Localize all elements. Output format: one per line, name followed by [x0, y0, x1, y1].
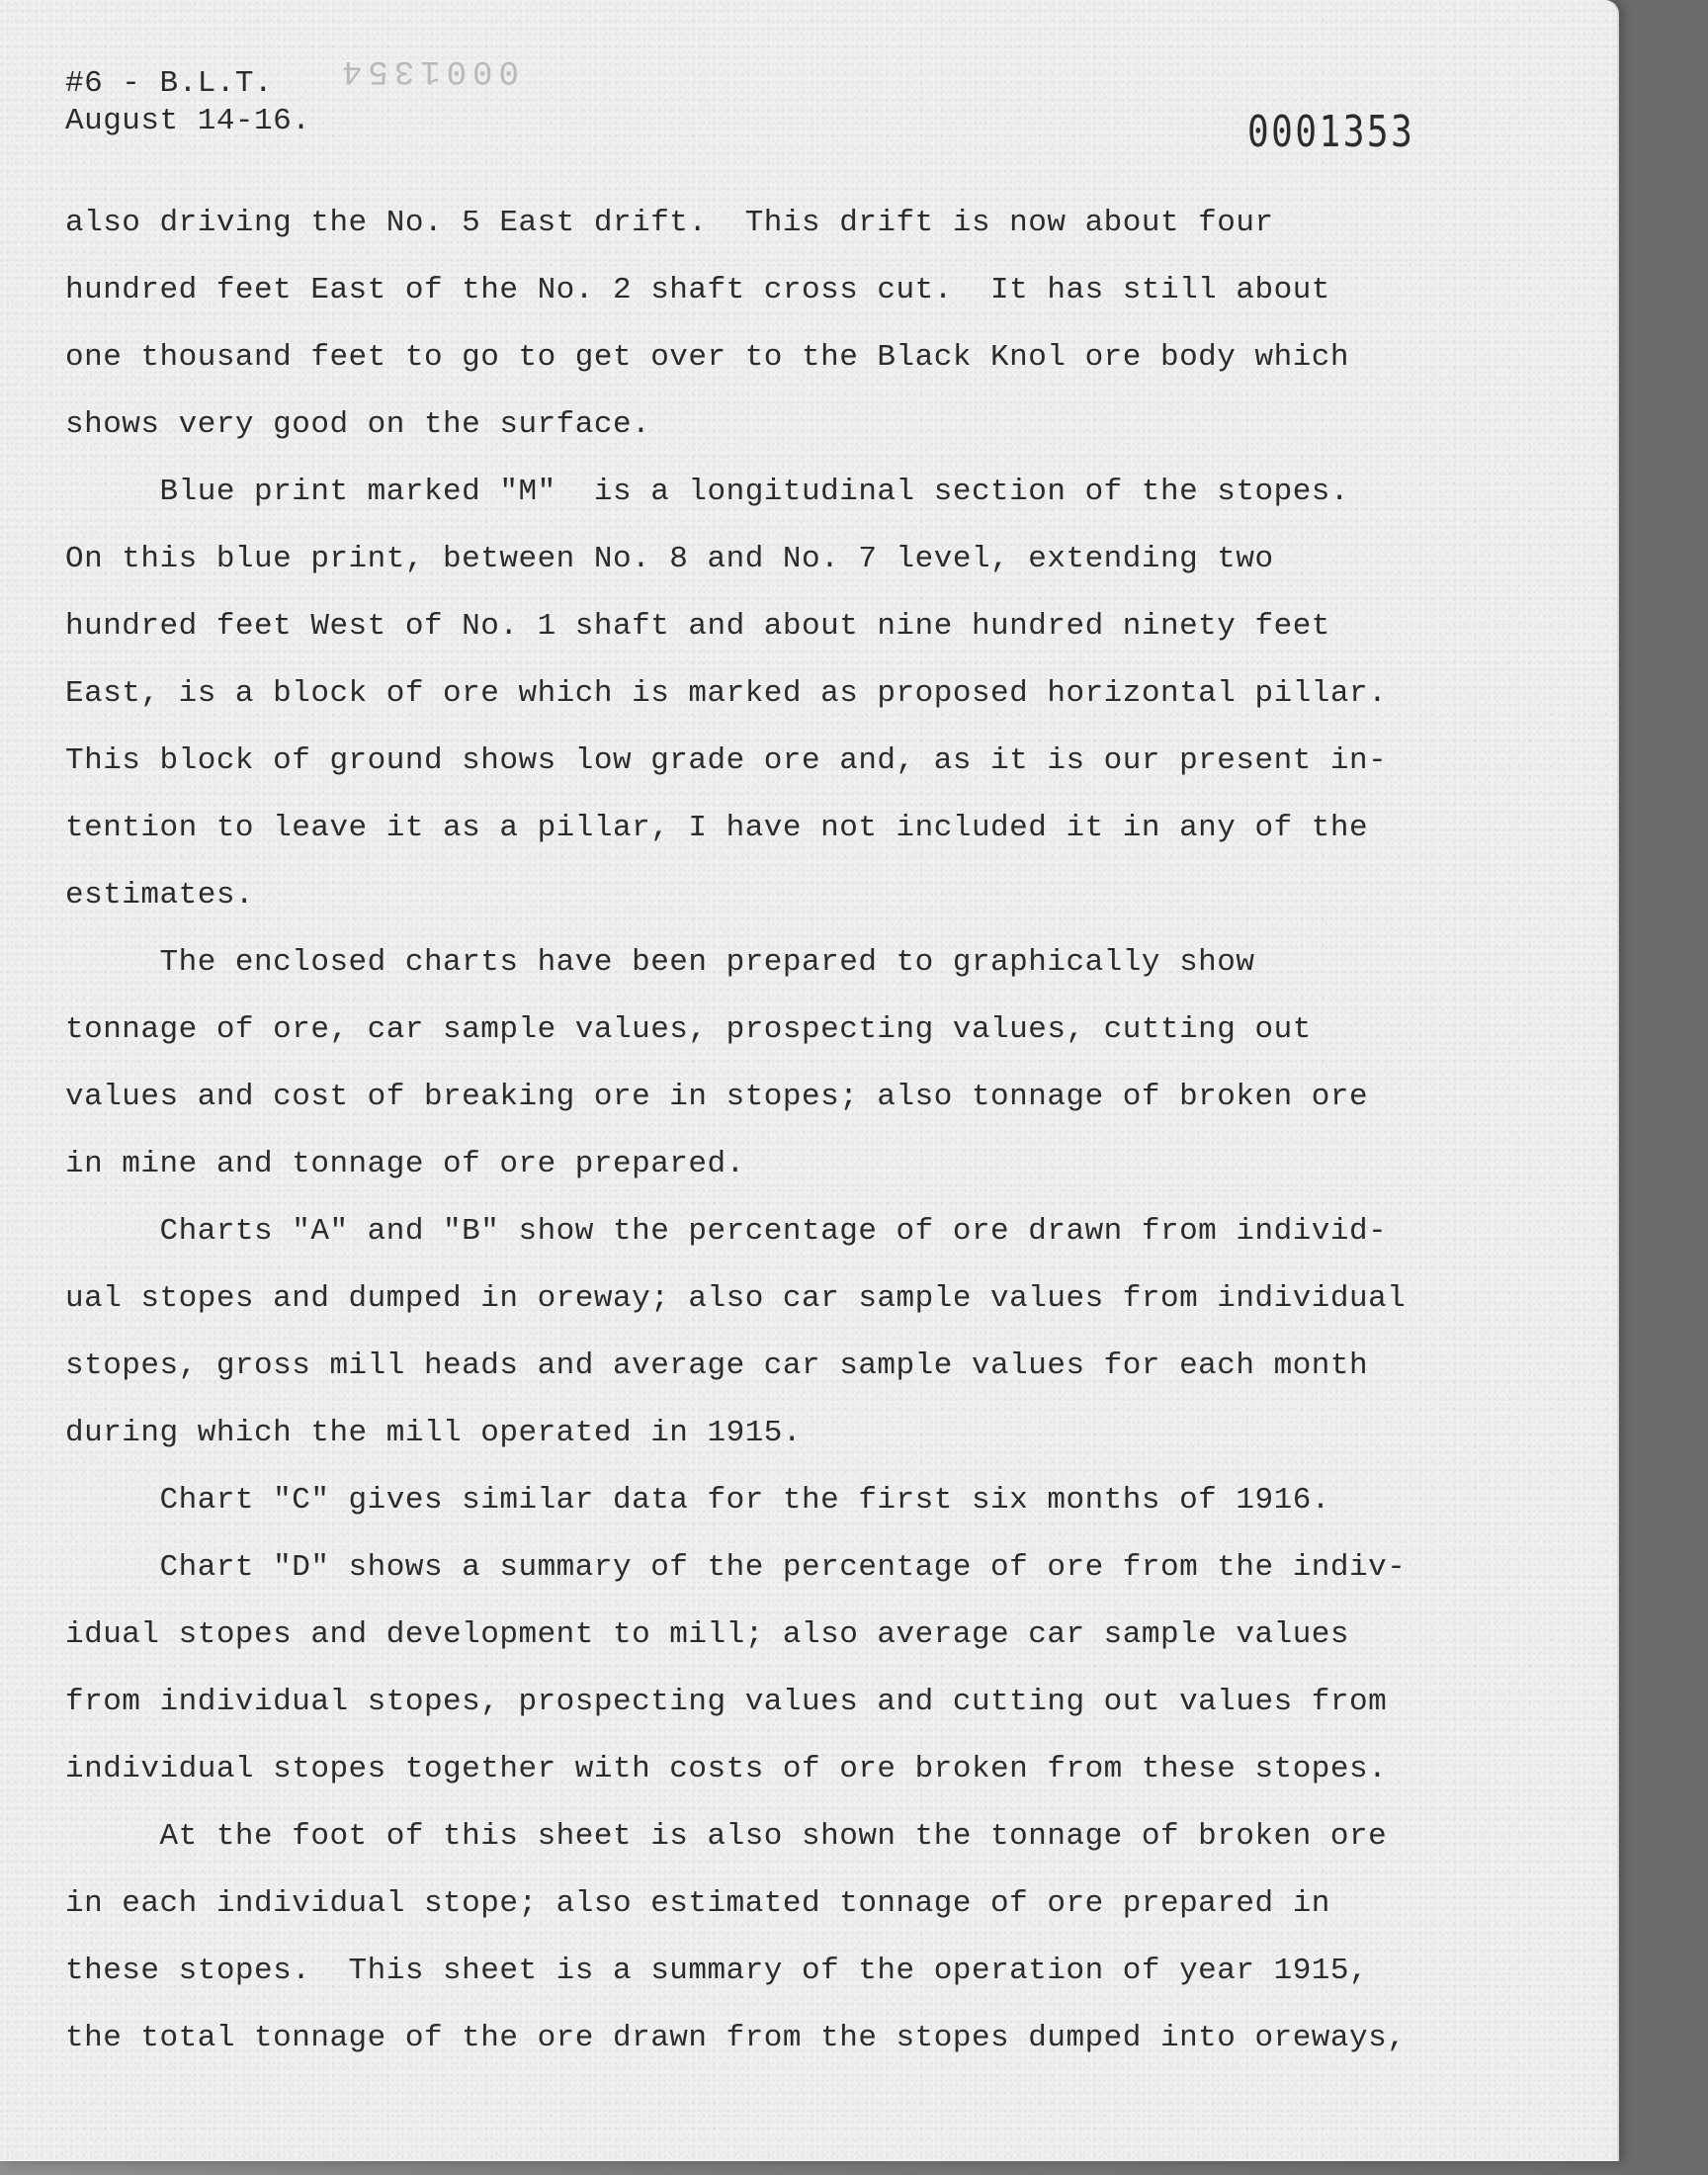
body-line: during which the mill operated in 1915. [65, 1416, 803, 1450]
body-line: hundred feet West of No. 1 shaft and about nine hundred ninety feet [65, 609, 1330, 644]
body-line: At the foot of this sheet is also shown the tonnage of broken ore [65, 1819, 1388, 1854]
body-line: tention to leave it as a pillar, I have not included it in any of the [65, 811, 1369, 845]
body-line: idual stopes and development to mill; also average car sample values [65, 1617, 1350, 1652]
body-line: in each individual stope; also estimated tonnage of ore prepared in [65, 1886, 1330, 1921]
body-line: values and cost of breaking ore in stopes; also tonnage of broken ore [65, 1080, 1369, 1114]
body-line: ual stopes and dumped in oreway; also car sample values from individual [65, 1281, 1407, 1316]
body-line: Chart "C" gives similar data for the first six months of 1916. [65, 1483, 1330, 1518]
body-line: shows very good on the surface. [65, 407, 651, 442]
body-line: estimates. [65, 878, 255, 913]
header-reference: #6 - B.L.T. [65, 66, 274, 101]
body-line: tonnage of ore, car sample values, prospecting values, cutting out [65, 1012, 1312, 1047]
faint-bleedthrough-stamp: 0001354 [336, 51, 519, 89]
body-line: Blue print marked "M" is a longitudinal section of the stopes. [65, 475, 1350, 509]
body-line: hundred feet East of the No. 2 shaft cross cut. It has still about [65, 273, 1330, 307]
body-line: Charts "A" and "B" show the percentage of ore drawn from individ- [65, 1214, 1388, 1249]
body-line: from individual stopes, prospecting values and cutting out values from [65, 1685, 1388, 1719]
body-line: these stopes. This sheet is a summary of the operation of year 1915, [65, 1954, 1369, 1988]
body-line: The enclosed charts have been prepared to graphically show [65, 945, 1255, 980]
body-line: individual stopes together with costs of ore broken from these stopes. [65, 1752, 1388, 1786]
letter-header [65, 65, 310, 140]
body-line: Chart "D" shows a summary of the percentage of ore from the indiv- [65, 1550, 1407, 1585]
document-number-stamp: 0001353 [1247, 107, 1415, 157]
body-line: This block of ground shows low grade ore and, as it is our present in- [65, 743, 1388, 778]
body-line: also driving the No. 5 East drift. This drift is now about four [65, 206, 1274, 240]
body-line: in mine and tonnage of ore prepared. [65, 1147, 745, 1181]
header-date: August 14-16. [65, 104, 311, 138]
body-line: East, is a block of ore which is marked as proposed horizontal pillar. [65, 676, 1388, 711]
body-line: the total tonnage of the ore drawn from the stopes dumped into oreways, [65, 2021, 1407, 2055]
letter-body [65, 190, 1508, 2072]
body-line: stopes, gross mill heads and average car sample values for each month [65, 1348, 1369, 1383]
body-line: one thousand feet to go to get over to the Black Knol ore body which [65, 340, 1350, 375]
body-line: On this blue print, between No. 8 and No. 7 level, extending two [65, 542, 1274, 576]
